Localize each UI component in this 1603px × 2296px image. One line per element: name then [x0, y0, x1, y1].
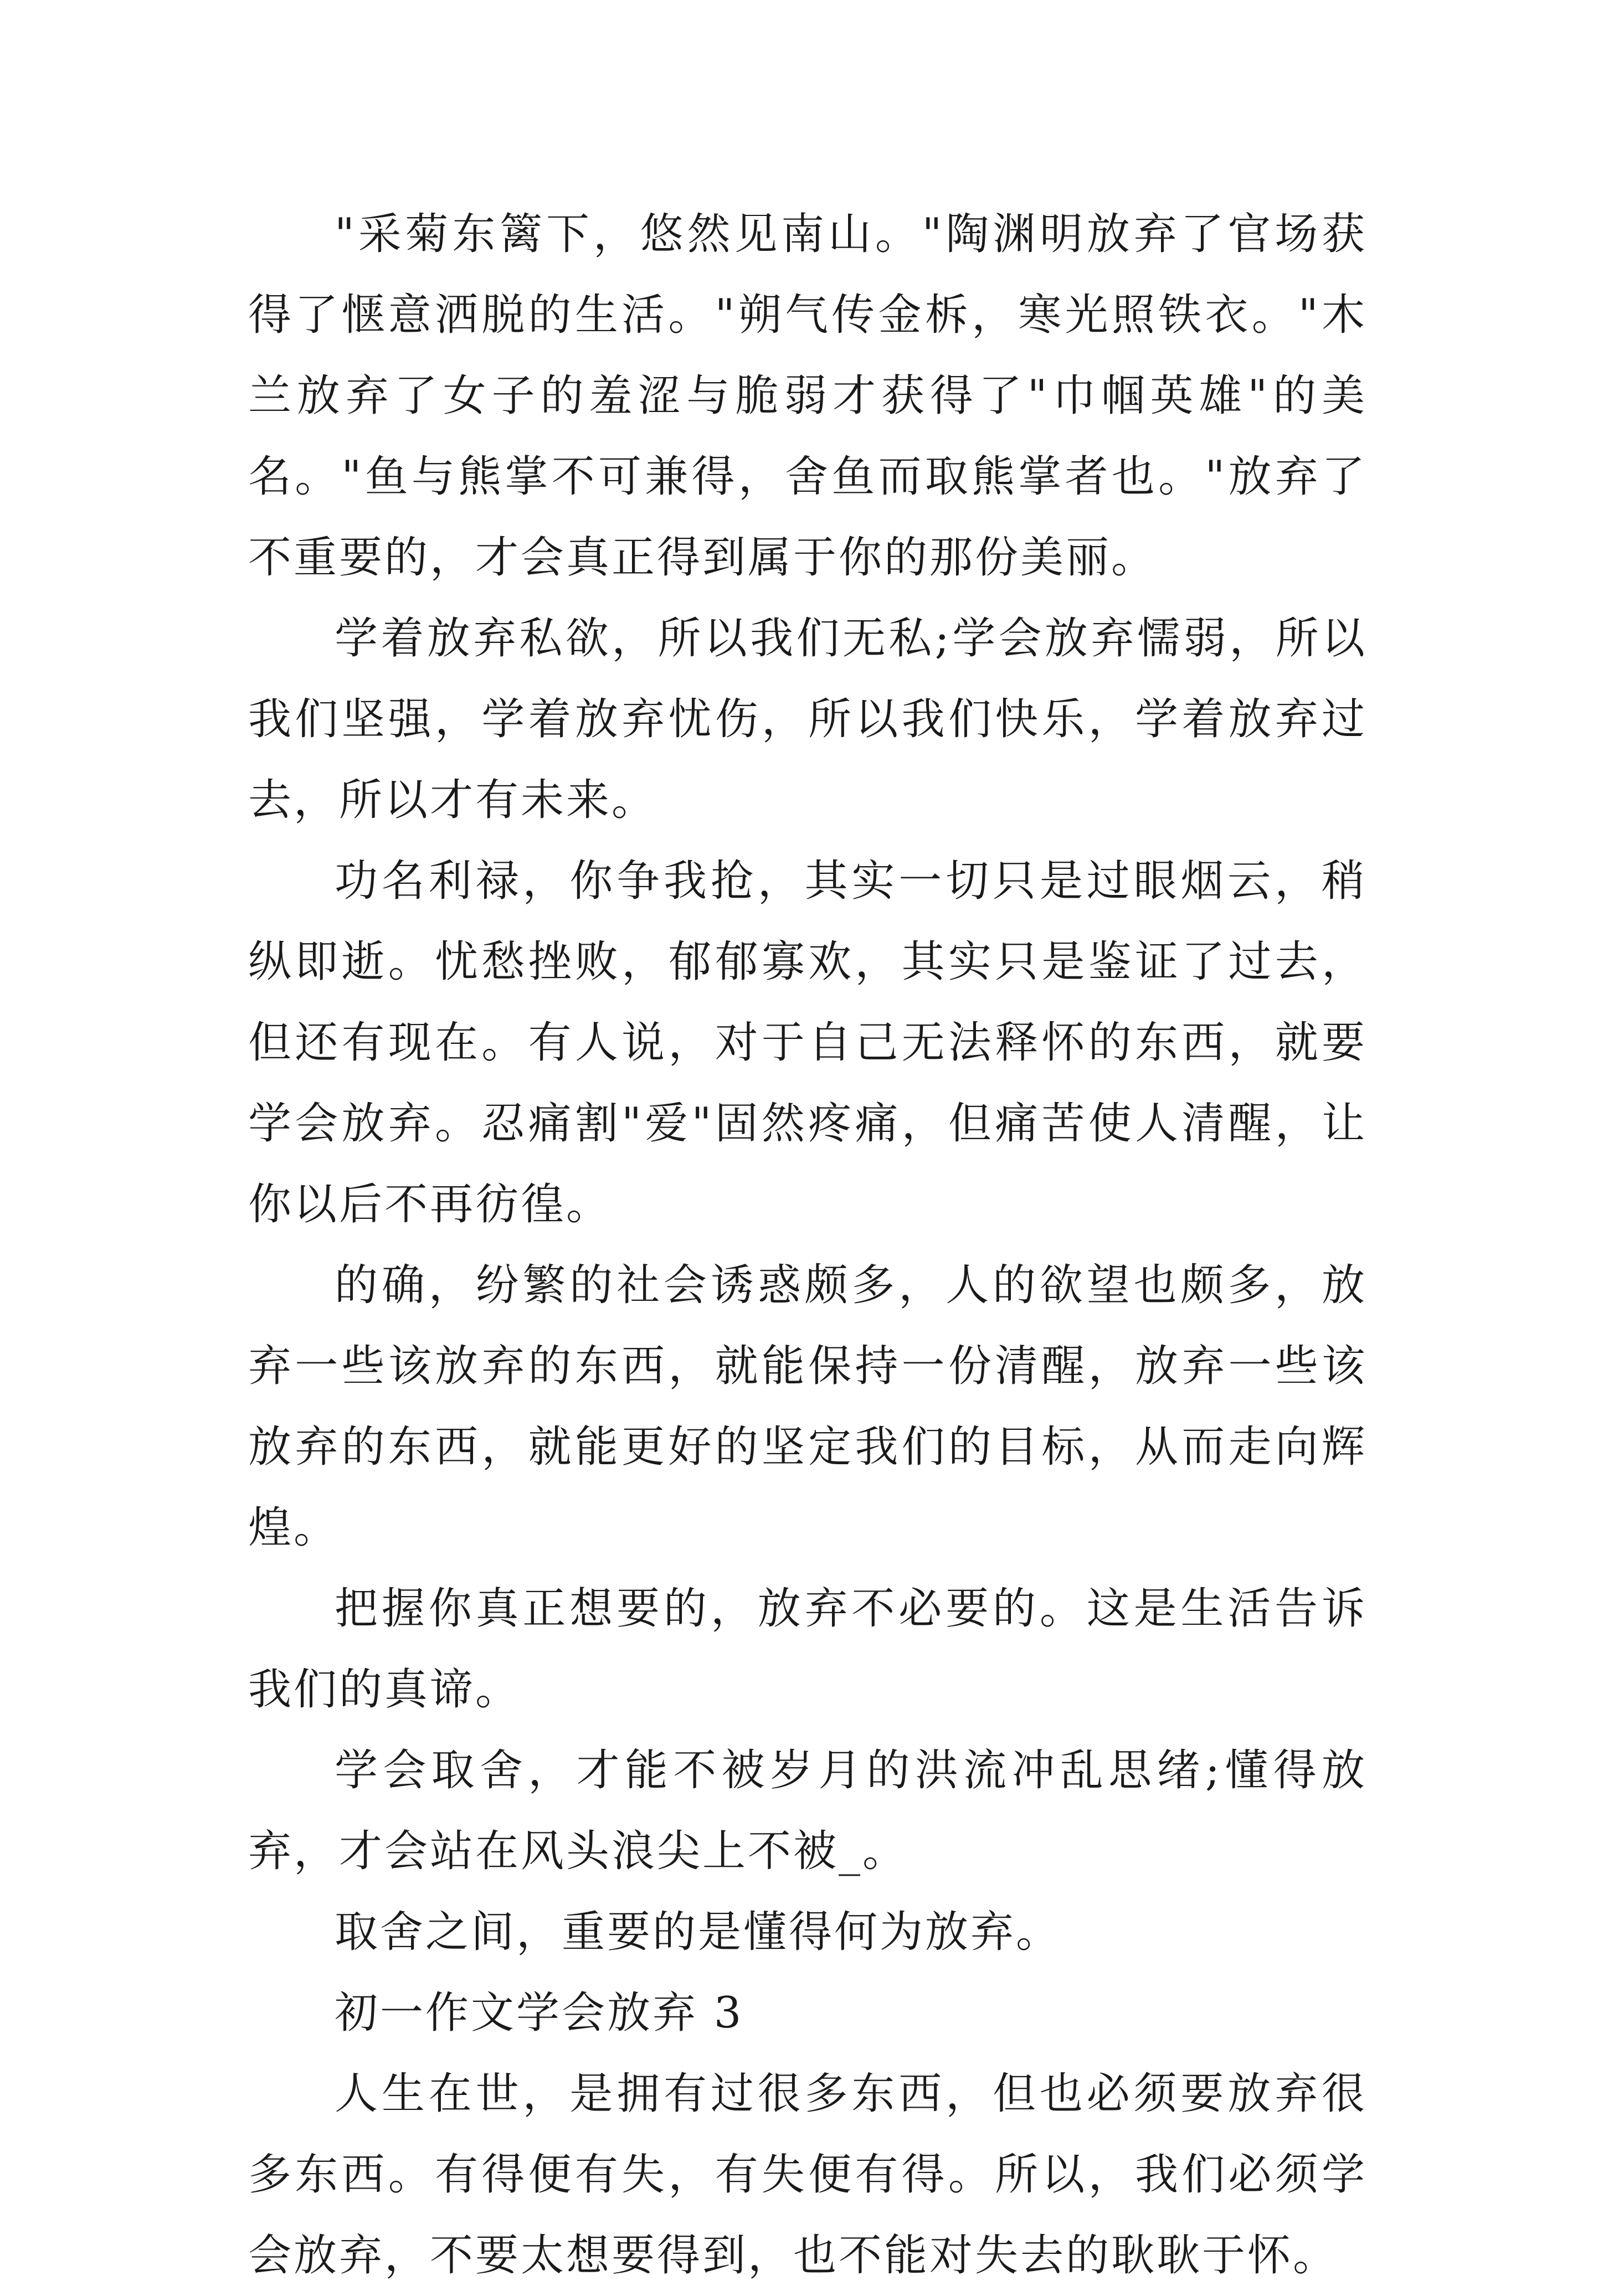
paragraph-4: 的确，纷繁的社会诱惑颇多，人的欲望也颇多，放弃一些该放弃的东西，就能保持一份清醒，放弃一些该放弃的东西，就能更好的坚定我们的目标，从而走向辉煌。: [248, 1260, 1367, 1553]
paragraph-2: 学着放弃私欲，所以我们无私;学会放弃懦弱，所以我们坚强，学着放弃忧伤，所以我们快乐，学着放弃过去，所以才有未来。: [248, 614, 1367, 825]
paragraph-8: 人生在世，是拥有过很多东西，但也必须要放弃很多东西。有得便有失，有失便有得。所以，我们必须学会放弃，不要太想要得到，也不能对失去的耿耿于怀。: [248, 2069, 1367, 2280]
paragraph-7: 取舍之间，重要的是懂得何为放弃。: [335, 1907, 1062, 1957]
paragraph-1: "采菊东篱下，悠然见南山。"陶渊明放弃了官场获得了惬意洒脱的生活。"朔气传金柝，寒光照铁衣。"木兰放弃了女子的羞涩与脆弱才获得了"巾帼英雄"的美名。"鱼与熊掌不可兼得，舍鱼而取熊掌者也。"放弃了不重要的，才会真正得到属于你的那份美丽。: [248, 209, 1367, 583]
paragraph-3: 功名利禄，你争我抢，其实一切只是过眼烟云，稍纵即逝。忧愁挫败，郁郁寡欢，其实只是鉴证了过去，但还有现在。有人说，对于自己无法释怀的东西，就要学会放弃。忍痛割"爱"固然疼痛，但痛苦使人清醒，让你以后不再彷徨。: [248, 856, 1367, 1229]
section-title: 初一作文学会放弃 3: [335, 1988, 744, 2038]
paragraph-5: 把握你真正想要的，放弃不必要的。这是生活告诉我们的真谛。: [248, 1584, 1367, 1715]
paragraph-6: 学会取舍，才能不被岁月的洪流冲乱思绪;懂得放弃，才会站在风头浪尖上不被_。: [248, 1746, 1367, 1876]
document-body: [248, 194, 1367, 2296]
